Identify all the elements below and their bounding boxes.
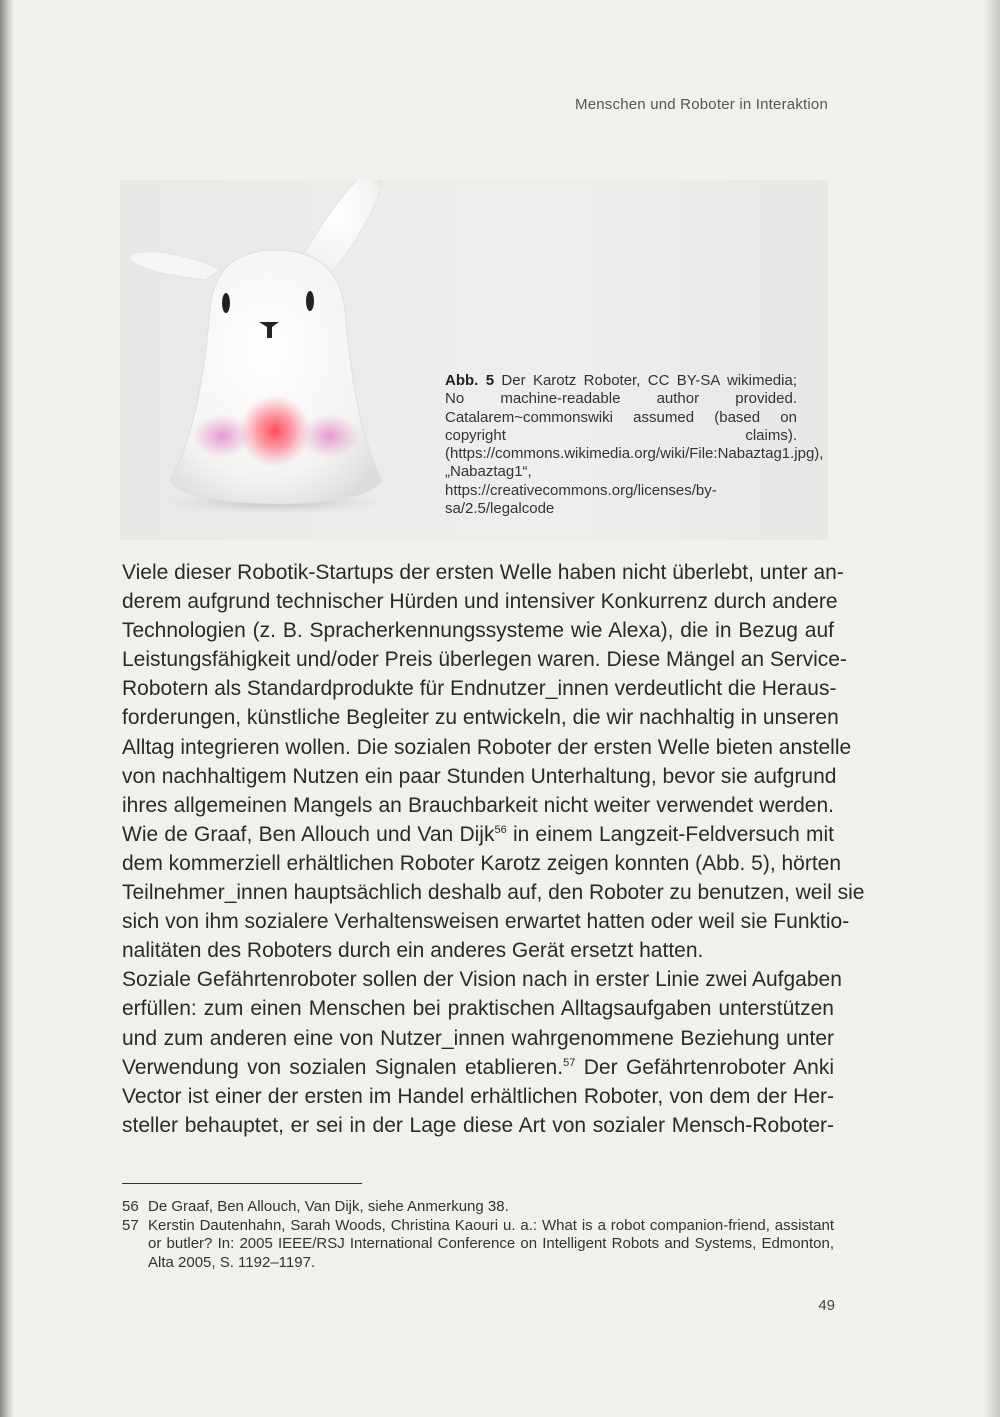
body-line: von nachhaltigem Nutzen ein paar Stunden Unterhaltung, bevor sie aufgrund [122,764,837,788]
body-text [122,558,865,1140]
footnote-ref[interactable]: 57 [563,1056,576,1069]
footnote [122,1198,834,1217]
caption-label: Abb. 5 [445,372,495,389]
footnote-text: Kerstin Dautenhahn, Sarah Woods, Christina Kaouri u. a.: What is a robot companion-friend, assistant or butler? In: 2005 IEEE/RSJ International Conference on Intelligent Robots and Systems, Edmonton, Alta 2005, S. 1192–1197. [148,1216,834,1271]
body-line [122,820,834,849]
body-line: Teilnehmer_innen hauptsächlich deshalb auf, den Roboter zu benutzen, weil sie [122,881,865,905]
robot-eye-right [306,291,314,311]
body-line [122,1053,834,1082]
body-line: Technologien (z. B. Spracherkennungssysteme wie Alexa), die in Bezug auf [122,619,834,643]
body-text-span: Wie de Graaf, Ben Allouch und Van Dijk [122,822,495,846]
body-text-span: in einem Langzeit-Feldversuch mit [506,822,834,846]
body-line: nalitäten des Roboters durch ein anderes Gerät ersetzt hatten. [122,939,704,963]
body-line: Leistungsfähigkeit und/oder Preis überlegen waren. Diese Mängel an Service- [122,648,847,672]
body-line: dem kommerziell erhältlichen Roboter Karotz zeigen konnten (Abb. 5), hörten [122,851,842,875]
footnote-ref[interactable]: 56 [494,823,507,836]
page-edge [984,0,1000,1417]
footnote-number: 56 [122,1198,139,1215]
body-line: erfüllen: zum einen Menschen bei praktischen Alltagsaufgaben unterstützen [122,997,834,1021]
caption-text: Der Karotz Roboter, CC BY-SA wikimedia; No machine-readable author provided. Catalarem~commonswiki assumed (based on copyright claims). (https://commons.wikimedia.org/wiki/File:Nabaztag1.jpg), „Nabaztag1“, https://creativecommons.org/licenses/by-sa/2.5/legalcode [445,372,824,518]
footnote [122,1217,834,1273]
figure-caption [445,372,824,518]
book-gutter [0,0,14,1417]
body-line: steller behauptet, er sei in der Lage diese Art von sozialer Mensch-Roboter- [122,1113,834,1137]
body-line: Robotern als Standardprodukte für Endnutzer_innen verdeutlicht die Heraus- [122,677,837,701]
body-text-span: Verwendung von sozialen Signalen etablieren. [122,1055,564,1079]
body-line: Alltag integrieren wollen. Die sozialen Roboter der ersten Welle bieten anstelle [122,735,852,759]
footnote-divider [122,1183,362,1184]
footnote-number: 57 [122,1216,139,1234]
body-line: sich von ihm sozialere Verhaltensweisen erwartet hatten oder weil sie Funktio- [122,910,850,934]
body-line: Soziale Gefährtenroboter sollen der Vision nach in erster Linie zwei Aufgaben [122,968,842,992]
body-line: derem aufgrund technischer Hürden und intensiver Konkurrenz durch andere [122,590,838,614]
body-line: Vector ist einer der ersten im Handel erhältlichen Roboter, von dem der Her- [122,1084,834,1108]
body-line: ihres allgemeinen Mangels an Brauchbarkeit nicht weiter verwendet werden. [122,793,834,817]
page-number: 49 [818,1297,835,1314]
body-text-span: Der Gefährtenroboter Anki [575,1055,834,1079]
body-line: Viele dieser Robotik-Startups der ersten Welle haben nicht überlebt, unter an- [122,561,844,584]
running-head: Menschen und Roboter in Interaktion [575,96,828,113]
footnotes [122,1198,834,1272]
body-line: forderungen, künstliche Begleiter zu entwickeln, die wir nachhaltig in unseren [122,706,839,730]
footnote-text: De Graaf, Ben Allouch, Van Dijk, siehe Anmerkung 38. [148,1198,509,1215]
body-line: und zum anderen eine von Nutzer_innen wahrgenommene Beziehung unter [122,1026,834,1050]
robot-eye-left [222,293,230,313]
